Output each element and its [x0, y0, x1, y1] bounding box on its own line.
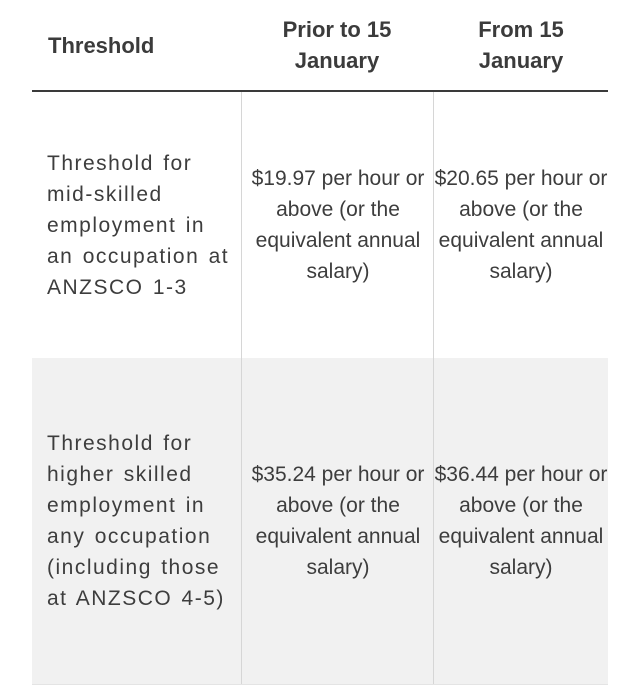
- row-prior-value: [243, 92, 433, 358]
- column-divider: [241, 92, 242, 684]
- row-from-value: [434, 358, 608, 684]
- row-from-text: $36.44 per hour or above (or the equivalent annual salary): [434, 463, 608, 579]
- header-prior-to-15-january: Prior to 15 January: [282, 17, 392, 73]
- header-from-15-january: From 15 January: [478, 17, 564, 73]
- header-threshold: Threshold: [48, 32, 155, 58]
- row-prior-text: $35.24 per hour or above (or the equivalent annual salary): [251, 463, 425, 579]
- table-header-row: [32, 0, 608, 92]
- table-row: [32, 358, 608, 684]
- row-threshold-label: [47, 358, 237, 684]
- row-threshold-text: Threshold for mid-skilled employment in an occupation at ANZSCO 1-3: [47, 151, 230, 299]
- row-threshold-label: [47, 92, 237, 358]
- table-row: [32, 92, 608, 358]
- row-from-text: $20.65 per hour or above (or the equivalent annual salary): [434, 167, 608, 283]
- row-from-value: [434, 92, 608, 358]
- row-prior-value: [243, 358, 433, 684]
- row-threshold-text: Threshold for higher skilled employment in any occupation (including those at ANZSCO 4-5): [47, 432, 225, 610]
- column-divider: [433, 92, 434, 684]
- table-bottom-border: [32, 684, 608, 685]
- row-prior-text: $19.97 per hour or above (or the equivalent annual salary): [251, 167, 425, 283]
